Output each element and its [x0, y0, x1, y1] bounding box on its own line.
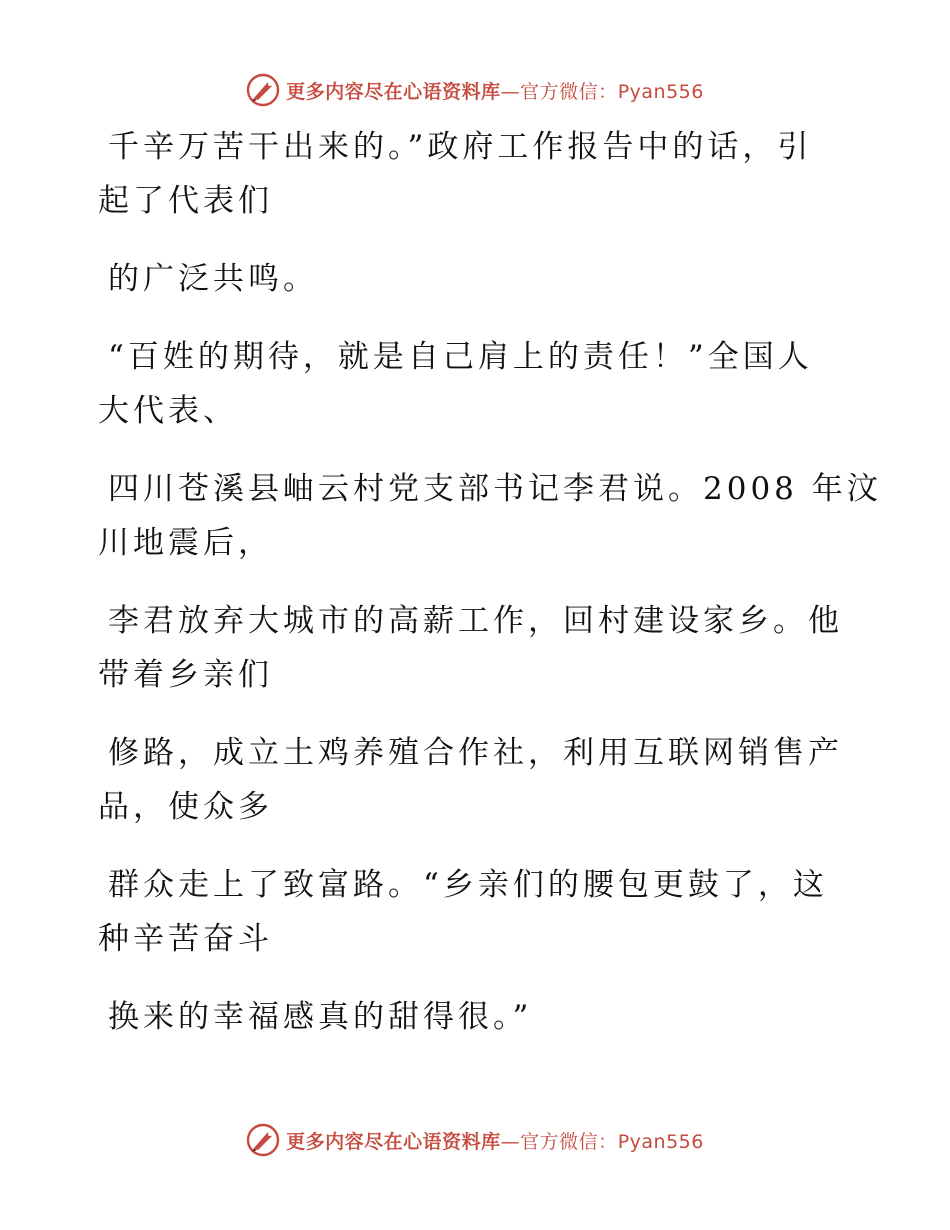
text-line: 李君放弃大城市的高薪工作，回村建设家乡。他: [108, 603, 843, 639]
paragraph: [98, 726, 858, 834]
document-body: [98, 120, 882, 1068]
header-watermark: [0, 70, 950, 110]
paragraph: [98, 594, 858, 702]
text-line: 群众走上了致富路。“乡亲们的腰包更鼓了，这: [108, 867, 828, 903]
paragraph: [98, 858, 858, 966]
footer-watermark: [0, 1120, 950, 1160]
text-line: 种辛苦奋斗: [98, 921, 273, 957]
text-line: “百姓的期待，就是自己肩上的责任！”全国人: [108, 339, 813, 375]
text-line: 换来的幸福感真的甜得很。”: [108, 999, 533, 1035]
pen-logo-icon: [246, 73, 280, 107]
text-line: 的广泛共鸣。: [108, 261, 318, 297]
watermark-text: 更多内容尽在心语资料库—官方微信：Pyan556: [286, 80, 704, 103]
text-line: 修路，成立土鸡养殖合作社，利用互联网销售产: [108, 735, 843, 771]
text-line: 四川苍溪县岫云村党支部书记李君说。2008 年汶: [108, 471, 882, 507]
text-line: 大代表、: [98, 393, 238, 429]
paragraph: [98, 120, 858, 228]
paragraph: [98, 252, 858, 306]
pen-logo-icon: [246, 1123, 280, 1157]
paragraph: [98, 330, 858, 438]
text-line: 带着乡亲们: [98, 657, 273, 693]
paragraph: [98, 462, 882, 570]
paragraph: [98, 990, 858, 1044]
watermark-text: 更多内容尽在心语资料库—官方微信：Pyan556: [286, 1130, 704, 1153]
text-line: 川地震后，: [98, 525, 273, 561]
text-line: 起了代表们: [98, 183, 273, 219]
text-line: 品，使众多: [98, 789, 273, 825]
text-line: 千辛万苦干出来的。”政府工作报告中的话，引: [108, 129, 813, 165]
